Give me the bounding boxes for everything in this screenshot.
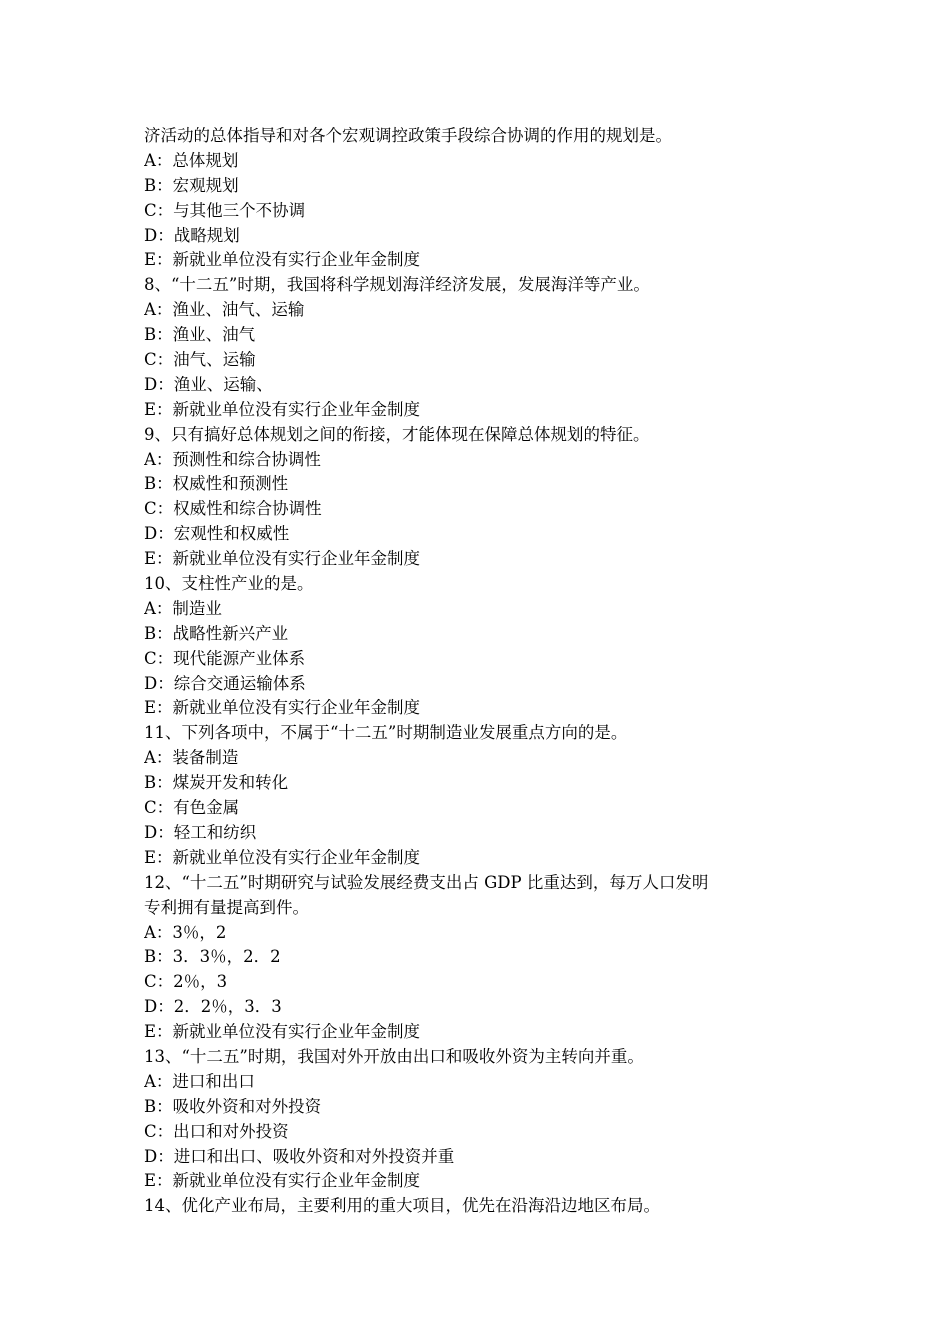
question-line: 13、“十二五”时期，我国对外开放由出口和吸收外资为主转向并重。	[144, 1046, 644, 1066]
option-line: A：装备制造	[144, 748, 239, 768]
option-line: C：出口和对外投资	[144, 1121, 289, 1141]
option-line: E：新就业单位没有实行企业年金制度	[144, 847, 421, 867]
option-line: D：宏观性和权威性	[144, 524, 290, 544]
question-line: 9、只有搞好总体规划之间的衔接，才能体现在保障总体规划的特征。	[144, 424, 650, 444]
option-line: B：战略性新兴产业	[144, 623, 289, 643]
option-line: A：总体规划	[144, 150, 239, 170]
option-line: C：2％，3	[144, 972, 228, 992]
option-line: D：综合交通运输体系	[144, 673, 306, 693]
option-line: D：渔业、运输、	[144, 374, 273, 394]
option-line: A：渔业、油气、运输	[144, 300, 305, 320]
option-line: E：新就业单位没有实行企业年金制度	[144, 549, 421, 569]
option-line: B：权威性和预测性	[144, 474, 289, 494]
option-line: C：有色金属	[144, 798, 240, 818]
option-line: B：宏观规划	[144, 175, 239, 195]
option-line: E：新就业单位没有实行企业年金制度	[144, 698, 421, 718]
option-line: C：油气、运输	[144, 350, 256, 370]
option-line: E：新就业单位没有实行企业年金制度	[144, 1022, 421, 1042]
option-line: A：制造业	[144, 598, 222, 618]
option-line: C：与其他三个不协调	[144, 200, 306, 220]
option-line: D：进口和出口、吸收外资和对外投资并重	[144, 1146, 455, 1166]
option-line: B：吸收外资和对外投资	[144, 1096, 322, 1116]
option-line: B：渔业、油气	[144, 325, 256, 345]
option-line: B：煤炭开发和转化	[144, 773, 289, 793]
option-line: A：预测性和综合协调性	[144, 449, 321, 469]
question-line: 12、“十二五”时期研究与试验发展经费支出占 GDP 比重达到，每万人口发明	[144, 872, 709, 892]
option-line: D：2．2％，3．3	[144, 997, 282, 1017]
option-line: C：现代能源产业体系	[144, 648, 306, 668]
option-line: E：新就业单位没有实行企业年金制度	[144, 1171, 421, 1191]
text-line: 济活动的总体指导和对各个宏观调控政策手段综合协调的作用的规划是。	[144, 126, 672, 145]
question-line: 11、下列各项中，不属于“十二五”时期制造业发展重点方向的是。	[144, 723, 628, 743]
option-line: D：轻工和纺织	[144, 822, 257, 842]
option-line: D：战略规划	[144, 225, 240, 245]
document-page	[144, 124, 816, 1219]
question-line: 10、支柱性产业的是。	[144, 574, 314, 594]
option-line: B：3．3％，2．2	[144, 947, 281, 967]
option-line: E：新就业单位没有实行企业年金制度	[144, 250, 421, 270]
option-line: A：3％，2	[144, 922, 227, 942]
option-line: C：权威性和综合协调性	[144, 499, 322, 519]
option-line: A：进口和出口	[144, 1071, 255, 1091]
option-line: E：新就业单位没有实行企业年金制度	[144, 399, 421, 419]
question-line: 14、优化产业布局，主要利用的重大项目，优先在沿海沿边地区布局。	[144, 1196, 660, 1216]
question-line-continued: 专利拥有量提高到件。	[144, 897, 309, 917]
question-line: 8、“十二五”时期，我国将科学规划海洋经济发展，发展海洋等产业。	[144, 275, 650, 295]
